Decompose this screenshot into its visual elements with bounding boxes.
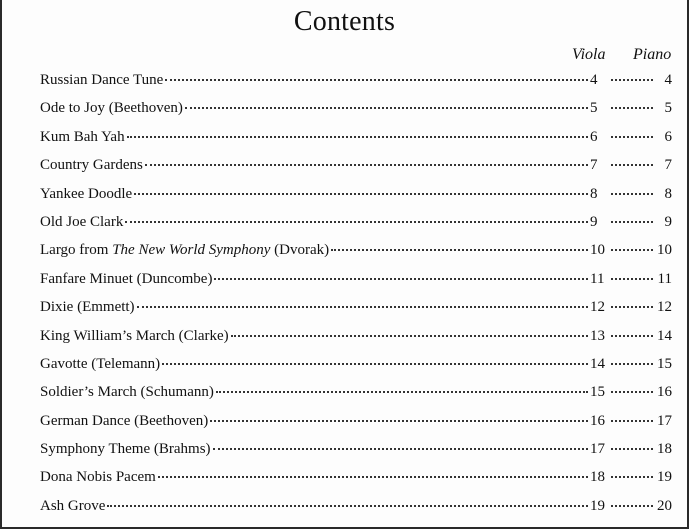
viola-page-number: 14 — [590, 355, 605, 372]
entry-title — [40, 214, 123, 231]
entry-title-suffix: (Dvorak) — [270, 242, 330, 259]
viola-page-number: 11 — [590, 270, 605, 287]
dot-leader — [611, 220, 653, 223]
piano-page-number: 5 — [664, 100, 672, 117]
entry-title-text: Dona Nobis Pacem — [40, 469, 156, 486]
entry-title — [40, 384, 214, 401]
entry-title-text: Ash Grove — [40, 497, 106, 514]
viola-page-number: 16 — [590, 412, 605, 429]
piano-page-number: 14 — [657, 327, 672, 344]
piano-page-number: 16 — [657, 384, 672, 401]
toc-entry — [40, 299, 672, 327]
entry-title — [40, 242, 329, 259]
entry-title — [40, 72, 163, 89]
dot-leader — [185, 106, 588, 109]
entry-title — [40, 129, 125, 146]
viola-page-number: 5 — [590, 100, 598, 117]
table-of-contents — [40, 72, 672, 526]
entry-title-text: Old Joe Clark — [40, 213, 124, 230]
piano-page-number: 15 — [657, 355, 672, 372]
viola-page-number: 4 — [590, 72, 598, 88]
entry-title-text: Largo from — [40, 242, 113, 259]
toc-entry — [40, 384, 672, 412]
entry-title-text: Fanfare Minuet (Duncombe) — [40, 270, 213, 287]
dot-leader — [134, 192, 588, 195]
entry-title-text: Russian Dance Tune — [40, 72, 164, 88]
viola-page-number: 9 — [590, 213, 598, 230]
viola-page-number: 18 — [590, 469, 605, 486]
piano-page-number: 18 — [657, 441, 672, 458]
dot-leader — [145, 163, 588, 166]
piano-page-number: 9 — [664, 213, 672, 230]
toc-entry — [40, 328, 672, 356]
dot-leader — [125, 220, 588, 223]
entry-title — [40, 271, 212, 288]
dot-leader — [611, 447, 653, 450]
dot-leader — [162, 362, 588, 365]
dot-leader — [137, 305, 588, 308]
page-title: Contents — [293, 6, 396, 37]
entry-title — [40, 186, 132, 203]
toc-entry — [40, 441, 672, 469]
dot-leader — [158, 475, 588, 478]
piano-page-number: 10 — [657, 242, 672, 259]
toc-entry — [40, 186, 672, 214]
viola-page-number: 10 — [590, 242, 605, 259]
toc-entry — [40, 129, 672, 157]
dot-leader — [213, 447, 588, 450]
dot-leader — [611, 419, 653, 422]
piano-page-number: 17 — [657, 412, 672, 429]
dot-leader — [611, 135, 653, 138]
entry-title — [40, 100, 183, 117]
dot-leader — [611, 106, 653, 109]
toc-entry — [40, 356, 672, 384]
entry-title-text: Kum Bah Yah — [40, 128, 125, 145]
dot-leader — [611, 192, 653, 195]
entry-title — [40, 441, 211, 458]
entry-title-text: Yankee Doodle — [40, 185, 133, 202]
dot-leader — [611, 475, 653, 478]
entry-title — [40, 469, 156, 486]
dot-leader — [107, 504, 588, 507]
entry-title — [40, 413, 208, 430]
dot-leader — [216, 390, 588, 393]
dot-leader — [231, 334, 588, 337]
entry-title-text: King William’s March (Clarke) — [40, 327, 229, 344]
dot-leader — [611, 163, 653, 166]
dot-leader — [210, 419, 588, 422]
viola-page-number: 15 — [590, 384, 605, 401]
piano-page-number: 7 — [664, 157, 672, 174]
entry-title — [40, 498, 105, 515]
entry-title — [40, 356, 160, 373]
piano-page-number: 4 — [664, 72, 672, 88]
entry-title — [40, 299, 135, 316]
dot-leader — [611, 504, 653, 507]
toc-entry — [40, 100, 672, 128]
entry-title-text: Symphony Theme (Brahms) — [40, 441, 211, 458]
viola-page-number: 6 — [590, 128, 598, 145]
toc-entry — [40, 469, 672, 497]
viola-page-number: 8 — [590, 185, 598, 202]
dot-leader — [611, 277, 653, 280]
piano-page-number: 6 — [664, 128, 672, 145]
dot-leader — [611, 248, 653, 251]
entry-title-text: Dixie (Emmett) — [40, 299, 135, 316]
entry-title-text: Gavotte (Telemann) — [40, 355, 161, 372]
toc-entry — [40, 242, 672, 270]
dot-leader — [331, 248, 588, 251]
entry-title-text: Country Gardens — [40, 157, 143, 174]
dot-leader — [611, 334, 653, 337]
viola-page-number: 7 — [590, 157, 598, 174]
entry-title-text: Soldier’s March (Schumann) — [40, 384, 214, 401]
dot-leader — [611, 305, 653, 308]
piano-page-number: 12 — [657, 299, 672, 316]
entry-title-text: German Dance (Beethoven) — [40, 412, 209, 429]
viola-page-number: 12 — [590, 299, 605, 316]
viola-page-number: 17 — [590, 441, 605, 458]
entry-title — [40, 328, 229, 345]
entry-title-text: Ode to Joy (Beethoven) — [40, 100, 183, 117]
dot-leader — [214, 277, 588, 280]
toc-entry — [40, 72, 672, 100]
toc-entry — [40, 157, 672, 185]
viola-page-number: 19 — [590, 497, 605, 514]
dot-leader — [127, 135, 588, 138]
dot-leader — [611, 78, 653, 81]
piano-page-number: 8 — [664, 185, 672, 202]
toc-entry — [40, 498, 672, 526]
entry-title-italic: The New World Symphony — [112, 242, 271, 259]
piano-page-number: 19 — [657, 469, 672, 486]
piano-column-header: Piano — [633, 46, 672, 63]
toc-entry — [40, 271, 672, 299]
dot-leader — [611, 362, 653, 365]
toc-entry — [40, 214, 672, 242]
dot-leader — [611, 390, 653, 393]
dot-leader — [165, 78, 588, 81]
viola-column-header: Viola — [572, 46, 606, 63]
toc-entry — [40, 413, 672, 441]
entry-title — [40, 157, 143, 174]
piano-page-number: 20 — [657, 497, 672, 514]
viola-page-number: 13 — [590, 327, 605, 344]
piano-page-number: 11 — [657, 270, 672, 287]
